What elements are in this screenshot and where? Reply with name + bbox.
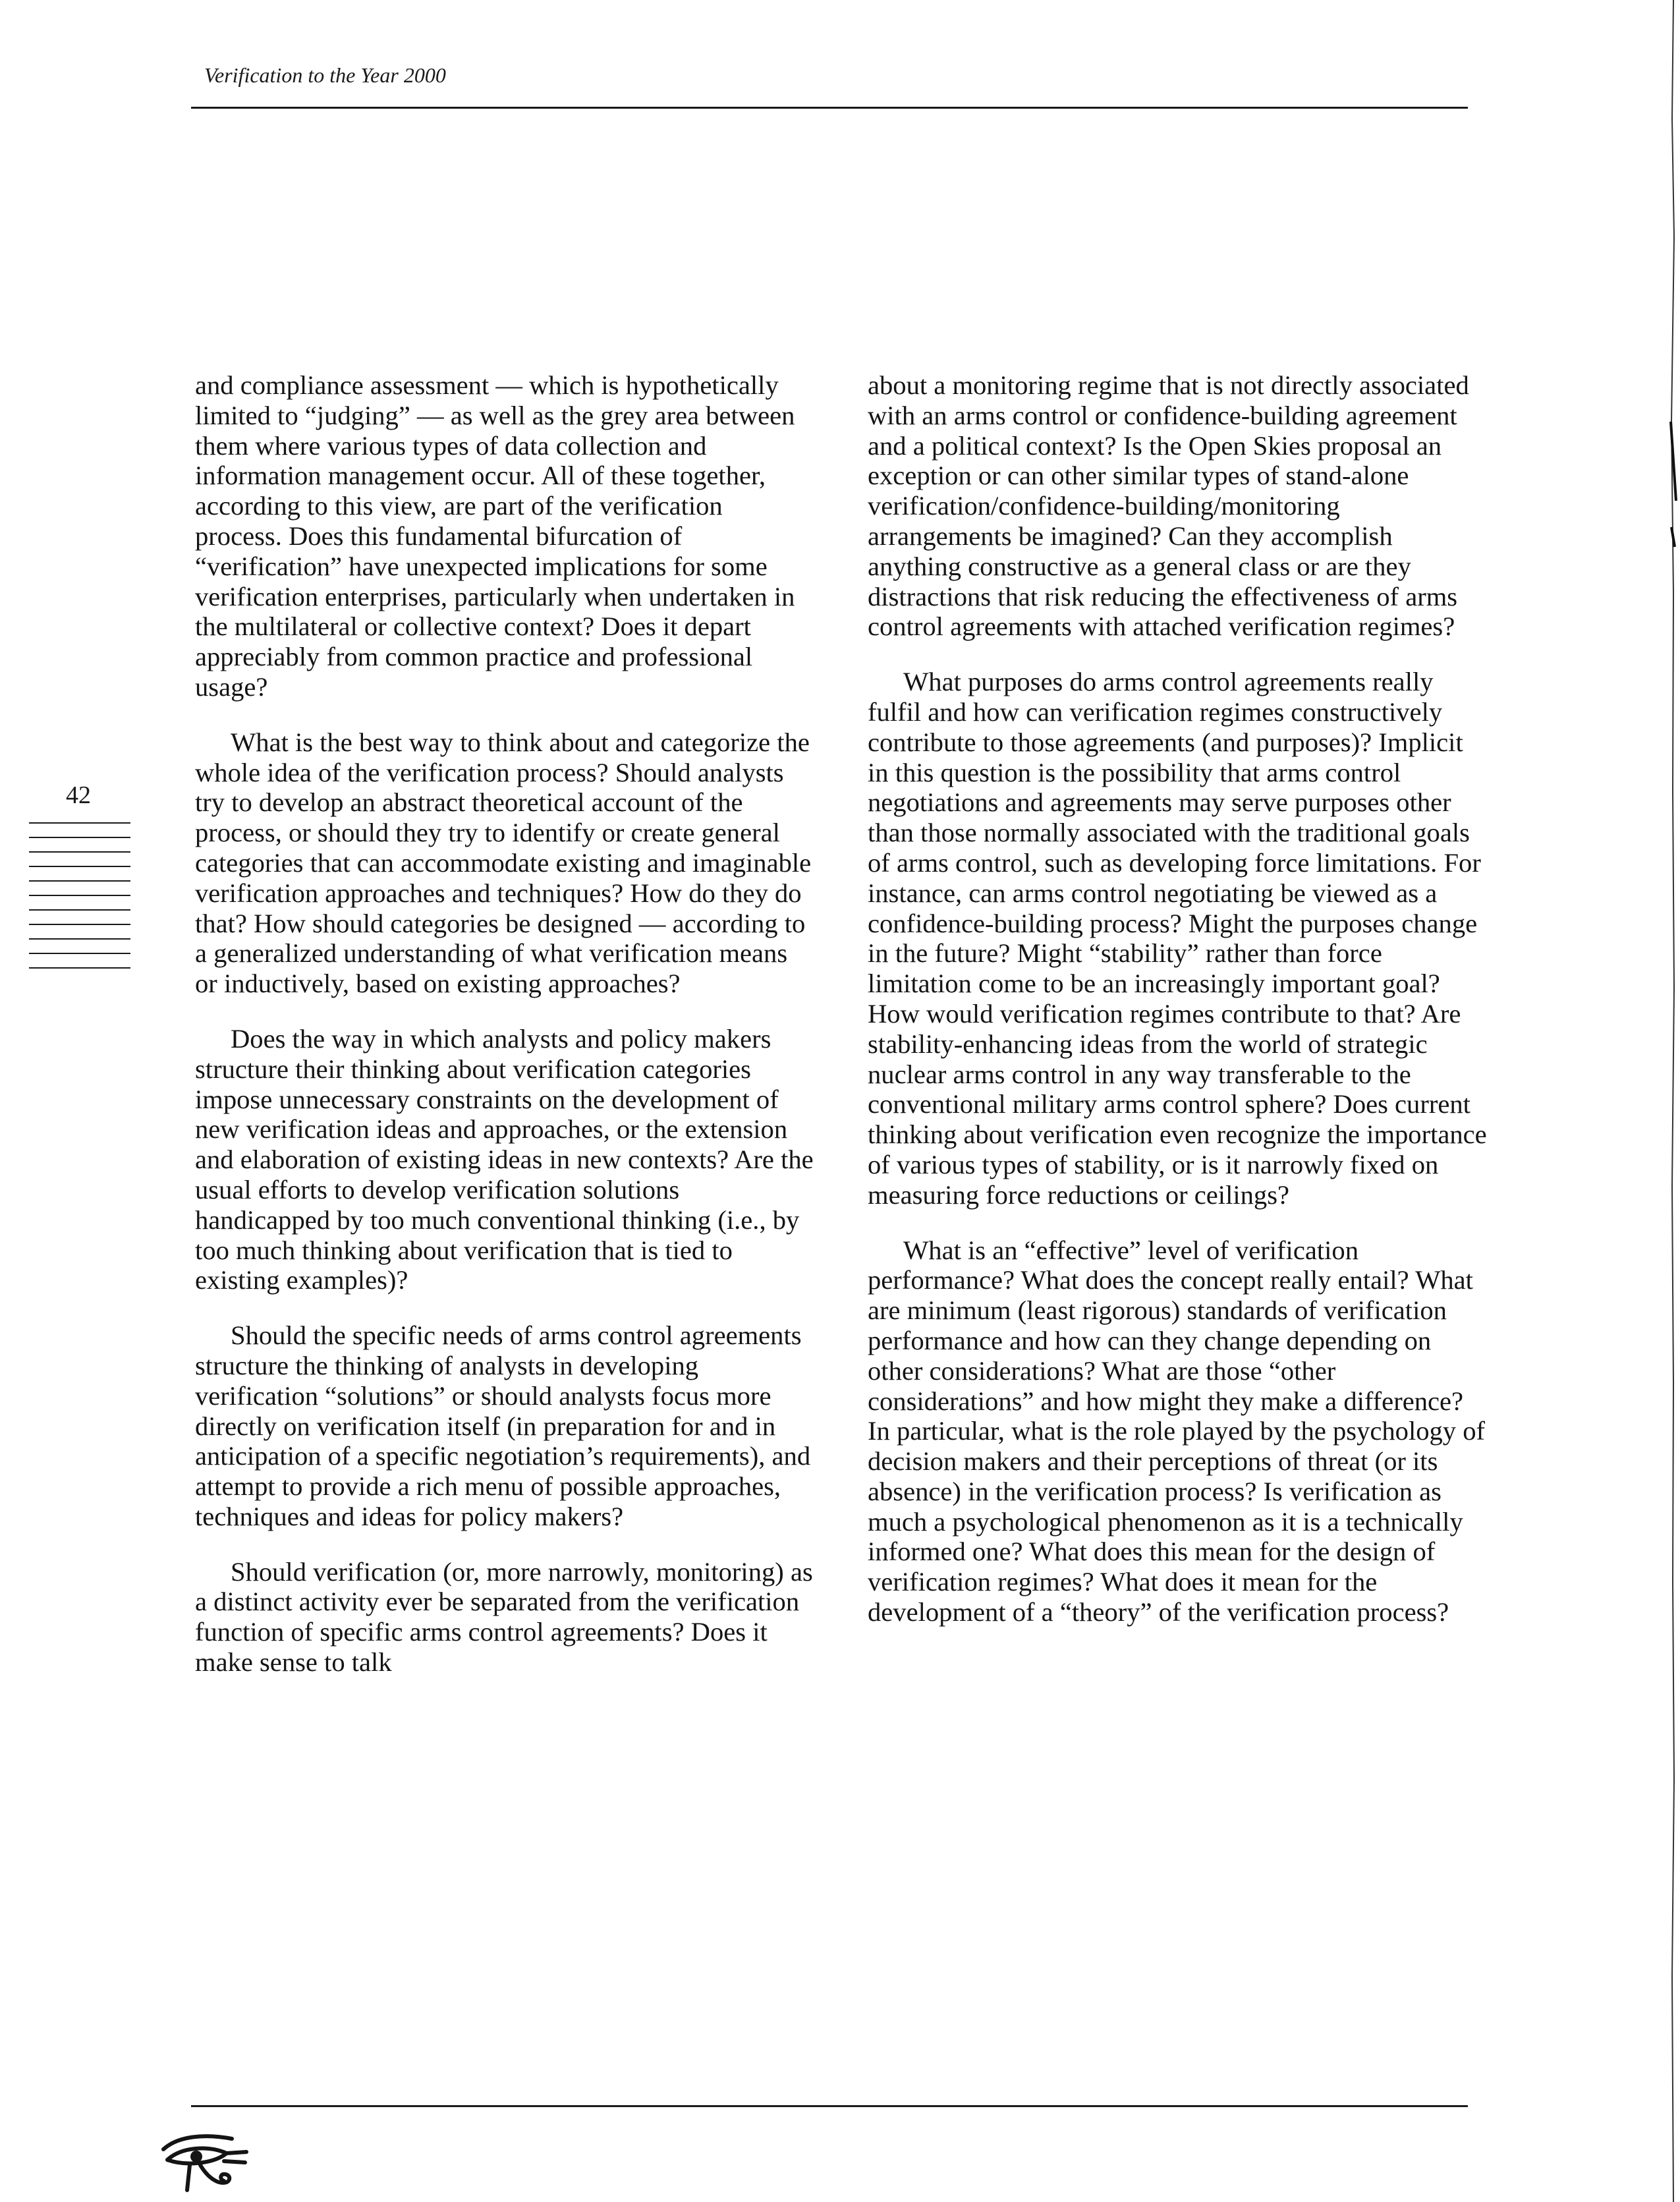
paragraph: Should verification (or, more narrowly, monitoring) as a distinct activity ever be separated from the verification function of specific arms control agreements? Does it make sense to talk: [195, 1556, 813, 1678]
paragraph: about a monitoring regime that is not directly associated with an arms control or confidence-building agreement and a political context? Is the Open Skies proposal an exception or can other similar types of stand-alone verification/confidence-building/monitoring arrangements be imagined? Can they accomplish anything constructive as a general class or are they distractions that risk reducing the effectiveness of arms control agreements with attached verification regimes?: [868, 370, 1469, 642]
left-column: [195, 370, 814, 1703]
margin-line: [29, 851, 130, 853]
running-header-title: Verification to the Year 2000: [204, 63, 446, 87]
margin-line: [29, 895, 130, 896]
page-number: 42: [66, 781, 91, 809]
paragraph: Should the specific needs of arms control agreements structure the thinking of analysts in developing verification “solutions” or should analysts focus more directly on verification itself (in preparation for and in anticipation of a specific negotiation’s requirements), and attempt to provide a rich menu of possible approaches, techniques and ideas for policy makers?: [195, 1320, 811, 1531]
scan-edge-marks: [1666, 0, 1680, 2202]
paragraph: What is the best way to think about and categorize the whole idea of the verification process? Should analysts try to develop an abstract theoretical account of the process, or should they try to identify or create general categories that can accommodate existing and imaginable verification approaches and techniques? How do they do that? How should categories be designed — according to a generalized understanding of what verification means or inductively, based on existing approaches?: [195, 727, 812, 999]
header-rule: [191, 107, 1468, 109]
margin-line: [29, 866, 130, 867]
paragraph: Does the way in which analysts and policy makers structure their thinking about verification categories impose unnecessary constraints on the development of new verification ideas and approaches, or the extension and elaboration of existing ideas in new contexts? Are the usual efforts to develop verification solutions handicapped by too much conventional thinking (i.e., by too much thinking about verification that is tied to existing examples)?: [195, 1023, 814, 1295]
margin-line: [29, 924, 130, 925]
right-column: [868, 370, 1487, 1652]
eye-of-horus-icon: [158, 2130, 250, 2202]
margin-line: [29, 909, 130, 911]
margin-note-lines: [29, 822, 130, 982]
margin-line: [29, 953, 130, 954]
paragraph: What purposes do arms control agreements really fulfil and how can verification regimes constructively contribute to those agreements (and purposes)? Implicit in this question is the possibility that arms control negotiations and agreements may serve purposes other than those normally associated with the traditional goals of arms control, such as developing force limitations. For instance, can arms control negotiating be viewed as a confidence-building process? Might the purposes change in the future? Might “stability” rather than force limitation come to be an increasingly important goal? How would verification regimes contribute to that? Are stability-enhancing ideas from the world of strategic nuclear arms control in any way transferable to the conventional military arms control sphere? Does current thinking about verification even recognize the importance of various types of stability, or is it narrowly fixed on measuring force reductions or ceilings?: [868, 667, 1487, 1210]
margin-line: [29, 880, 130, 882]
margin-line: [29, 938, 130, 940]
footer-rule: [191, 2105, 1468, 2107]
margin-line: [29, 822, 130, 824]
paragraph: What is an “effective” level of verification performance? What does the concept really entail? What are minimum (least rigorous) standards of verification performance and how can they change depending on other considerations? What are those “other considerations” and how might they make a difference? In particular, what is the role played by the psychology of decision makers and their perceptions of threat (or its absence) in the verification process? Is verification as much a psychological phenomenon as it is a technically informed one? What does this mean for the design of verification regimes? What does it mean for the development of a “theory” of the verification process?: [868, 1235, 1486, 1627]
paragraph: and compliance assessment — which is hypothetically limited to “judging” — as well as the grey area between them where various types of data collection and information management occur. All of these together, according to this view, are part of the verification process. Does this fundamental bifurcation of “verification” have unexpected implications for some verification enterprises, particularly when undertaken in the multilateral or collective context? Does it depart appreciably from common practice and professional usage?: [195, 370, 795, 702]
margin-line: [29, 837, 130, 838]
margin-line: [29, 967, 130, 969]
